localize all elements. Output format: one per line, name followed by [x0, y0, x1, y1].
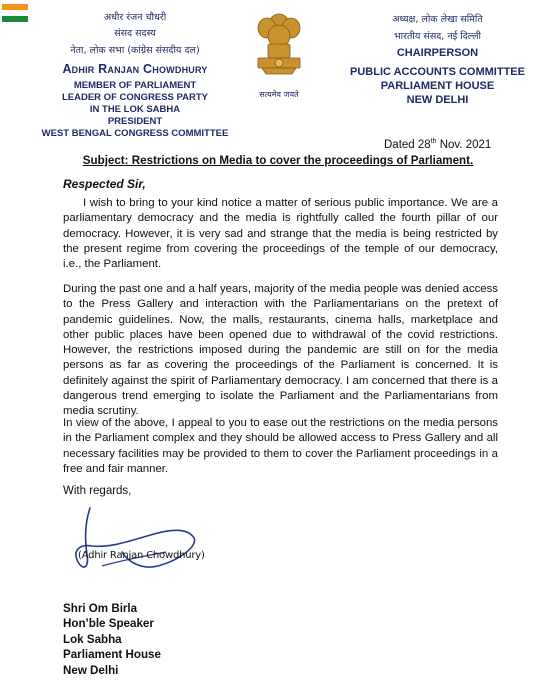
hindi-leader: नेता, लोक सभा (कांग्रेस संसदीय दल)	[70, 45, 200, 56]
hindi-chair-title: अध्यक्ष, लोक लेखा समिति	[392, 14, 483, 25]
body-paragraph-1: I wish to bring to your kind notice a matter of serious public importance. We are a parliamentary democracy and the media is rightfully called the fourth pillar of our democracy. However, it is very sad and strange that the media is being restricted by the present regime from covering the proceedings of the temple of our democracy, i.e., the Parliament.	[63, 197, 498, 271]
body-paragraph-3: In view of the above, I appeal to you to ease out the restrictions on the media persons in the Parliament complex and they should be allowed access to Press Gallery and all necessary facilities may be provided to them to cover the Parliament proceedings in a free and fair manner.	[63, 417, 498, 475]
emblem-motto: सत्यमेव जयते	[259, 90, 299, 99]
national-emblem-icon	[248, 8, 310, 100]
title-wbcc: WEST BENGAL CONGRESS COMMITTEE	[41, 128, 229, 139]
chair-title: CHAIRPERSON	[396, 47, 479, 59]
subject-line: Subject: Restrictions on Media to cover the proceedings of Parliament.	[82, 154, 474, 167]
recipient-line: Hon’ble Speaker	[63, 617, 154, 631]
letter-date: Dated 28th Nov. 2021	[384, 138, 492, 151]
recipient-line: Lok Sabha	[63, 632, 122, 646]
salutation: Respected Sir,	[63, 177, 146, 191]
recipient-block	[63, 601, 161, 678]
hindi-mp: संसद सदस्य	[114, 28, 156, 39]
letterhead-name: Adhir Ranjan Chowdhury	[62, 62, 208, 76]
recipient-line: Parliament House	[63, 648, 161, 662]
title-president: PRESIDENT	[107, 116, 163, 127]
closing: With regards,	[63, 485, 132, 497]
signature-name: (Adhir Ranjan Chowdhury)	[78, 550, 205, 561]
address-house: PARLIAMENT HOUSE	[380, 80, 495, 92]
hindi-name: अधीर रंजन चौधरी	[103, 12, 167, 23]
hindi-address: भारतीय संसद, नई दिल्ली	[393, 31, 481, 42]
signature-icon	[62, 500, 212, 580]
title-leader: LEADER OF CONGRESS PARTY	[61, 92, 209, 103]
committee-name: PUBLIC ACCOUNTS COMMITTEE	[350, 66, 525, 78]
body-paragraph-2: During the past one and a half years, majority of the media people was denied access to the Press Gallery and interaction with the Parliamentarians on the pretext of pandemic guidelines. Now, the malls, restaurants, cinema halls, marketplace and other public places have been opened due to withdrawal of the covid restrictions. However, the restrictions imposed during the pandemic are still on for the media persons as far as covering the proceedings of the Parliament is concerned. It is definitely against the spirit of Parliamentary democracy. I am concerned that there is a dangerous trend emerging to isolate the Parliament and the Parliamentarians from media scrutiny.	[63, 283, 498, 418]
address-city: NEW DELHI	[406, 94, 469, 106]
title-lok-sabha: IN THE LOK SABHA	[89, 104, 181, 115]
title-mp: MEMBER OF PARLIAMENT	[73, 80, 197, 91]
recipient-line: New Delhi	[63, 663, 119, 677]
congress-flag-icon	[2, 4, 28, 22]
recipient-line: Shri Om Birla	[63, 602, 138, 615]
